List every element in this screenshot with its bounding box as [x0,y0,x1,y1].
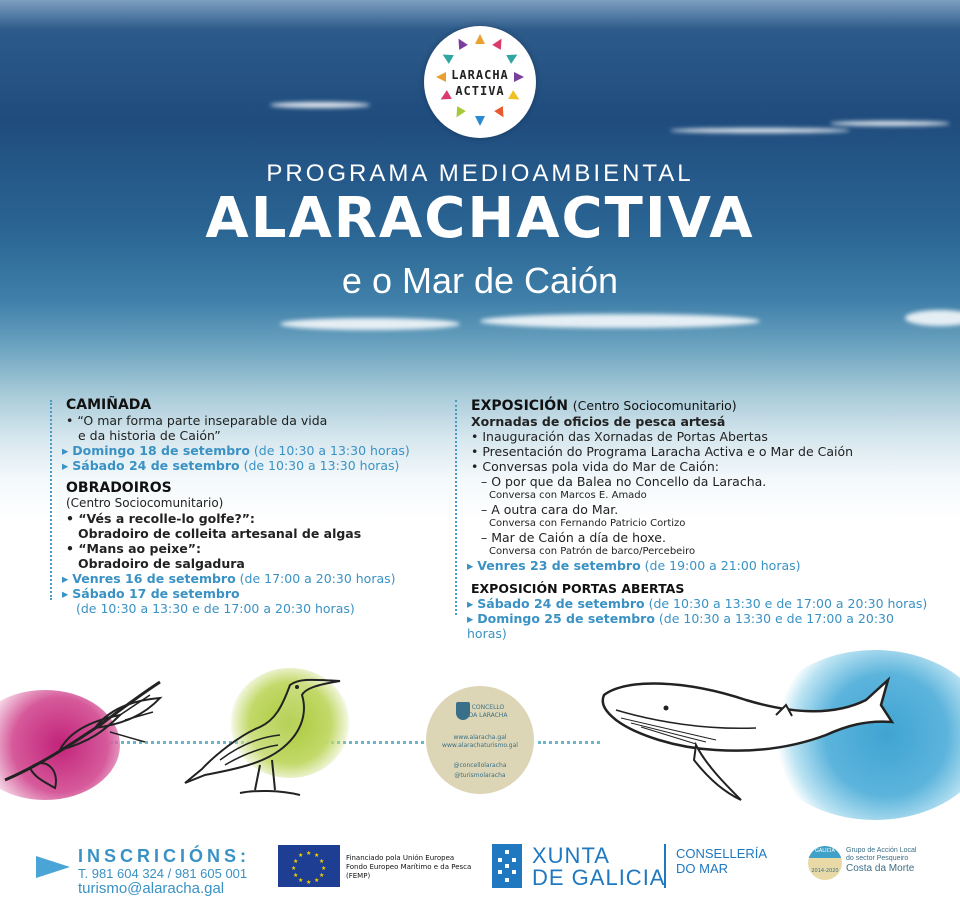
gal-badge-label: GALICIA [815,848,835,854]
program-tagline: e o Mar de Caión [341,260,619,301]
exposicion-date: ▸ Venres 23 de setembro (de 19:00 a 21:00 horas) [467,558,935,573]
xunta-line-2: DE GALICIA [532,865,666,890]
obradoiro-item-2: • “Mans ao peixe”: [66,541,440,556]
badge-web-2: www.alarachaturismo.gal [442,742,518,749]
wave-foam [670,128,850,133]
portas-date-2: ▸ Domingo 25 de setembro (de 10:30 a 13:30 e de 17:00 a 20:30 horas) [467,611,935,641]
inscricions-phones: T. 981 604 324 / 981 605 001 [78,866,248,881]
inscricions-title: INSCRICIÓNS: [78,846,251,866]
caminada-heading: CAMIÑADA [66,397,152,413]
badge-social-1: @concellolaracha [453,762,507,769]
inscription-arrow-icon [36,856,70,878]
dotted-connector [538,741,600,744]
talk-3-speaker: Conversa con Patrón de barco/Percebeiro [489,546,696,557]
portas-heading: EXPOSICIÓN PORTAS ABERTAS [471,581,685,596]
gal-line-3: Costa da Morte [846,863,915,874]
seaweed-illustration [0,670,170,810]
obradoiros-date-2: ▸ Sábado 17 de setembro [62,586,440,601]
talk-3: – Mar de Caión a día de hoxe. [481,530,935,545]
conselleria-line-2: DO MAR [676,861,728,876]
whale-illustration [596,660,896,810]
gannet-illustration [180,665,350,805]
obradoiro-item-2-desc: Obradoiro de salgadura [78,556,245,571]
exposicion-subtitle: Xornadas de oficios de pesca artesá [471,414,726,429]
talk-1: – O por que da Balea no Concello da Laracha. [481,474,935,489]
exposicion-heading: EXPOSICIÓN (Centro Sociocomunitario) [471,398,737,414]
concello-badge [426,686,534,794]
caminada-date-1: ▸ Domingo 18 de setembro (de 10:30 a 13:30 horas) [62,443,440,458]
badge-social-2: @turismolaracha [454,772,506,779]
wave-foam [480,314,760,328]
laracha-activa-logo [424,26,536,138]
right-column [455,398,935,641]
gal-line-1: Grupo de Acción Local [846,847,917,854]
caminada-item: • “O mar forma parte inseparable da vida [66,413,440,428]
wave-foam [270,102,370,108]
xunta-line-1: XUNTA [532,843,610,868]
exposicion-bullet-1: • Inauguración das Xornadas de Portas Abertas [471,429,935,444]
logo-line-1: LARACHA [451,68,509,82]
exposicion-bullet-2: • Presentación do Programa Laracha Activa e o Mar de Caión [471,444,935,459]
portas-date-1: ▸ Sábado 24 de setembro (de 10:30 a 13:30 e de 17:00 a 20:30 horas) [467,596,935,611]
obradoiro-item-1: • “Vés a recolle-lo golfe?”: [66,511,440,526]
obradoiros-date-1: ▸ Venres 16 de setembro (de 17:00 a 20:30 horas) [62,571,440,586]
logo-line-2: ACTIVA [455,84,505,98]
badge-org-1: CONCELLO [471,704,505,711]
badge-org-2: DA LARACHA [468,712,508,719]
gal-badge-years: 2014-2020 [811,868,839,874]
wave-foam [830,121,950,126]
gal-costa-da-morte-logo [808,846,842,880]
xunta-flag-icon [492,844,522,888]
wave-foam [280,318,460,330]
obradoiro-item-1-desc: Obradoiro de colleita artesanal de algas [78,526,362,541]
obradoiros-date-2-time: (de 10:30 a 13:30 e de 17:00 a 20:30 horas) [76,601,355,616]
gal-line-2: do sector Pesqueiro [846,855,909,862]
eu-funding-line-1: Financiado pola Unión Europea [346,854,455,862]
obradoiros-heading: OBRADOIROS [66,480,172,496]
talk-2-speaker: Conversa con Fernando Patricio Cortizo [489,518,686,529]
eu-flag-icon: ★ ★ ★ ★ ★ ★ ★ ★ ★ ★ ★ ★ [278,845,340,887]
inscricions-email: turismo@alaracha.gal [78,880,225,897]
eu-funding-line-3: (FEMP) [346,872,371,880]
obradoiros-place: (Centro Sociocomunitario) [66,496,224,510]
eu-funding-line-2: Fondo Europeo Marítimo e da Pesca [346,863,472,871]
talk-1-speaker: Conversa con Marcos E. Amado [489,490,647,501]
caminada-date-2: ▸ Sábado 24 de setembro (de 10:30 a 13:30 horas) [62,458,440,473]
program-title: ALARACHACTIVA [205,186,755,251]
program-subtitle: PROGRAMA MEDIOAMBIENTAL [266,160,694,187]
badge-web-1: www.alaracha.gal [453,734,507,741]
conselleria-line-1: CONSELLERÍA [676,846,768,861]
exposicion-bullet-3: • Conversas pola vida do Mar de Caión: [471,459,935,474]
left-column [50,398,440,616]
talk-2: – A outra cara do Mar. [481,502,935,517]
xunta-divider [664,844,666,888]
caminada-item-cont: e da historia de Caión” [78,428,221,443]
